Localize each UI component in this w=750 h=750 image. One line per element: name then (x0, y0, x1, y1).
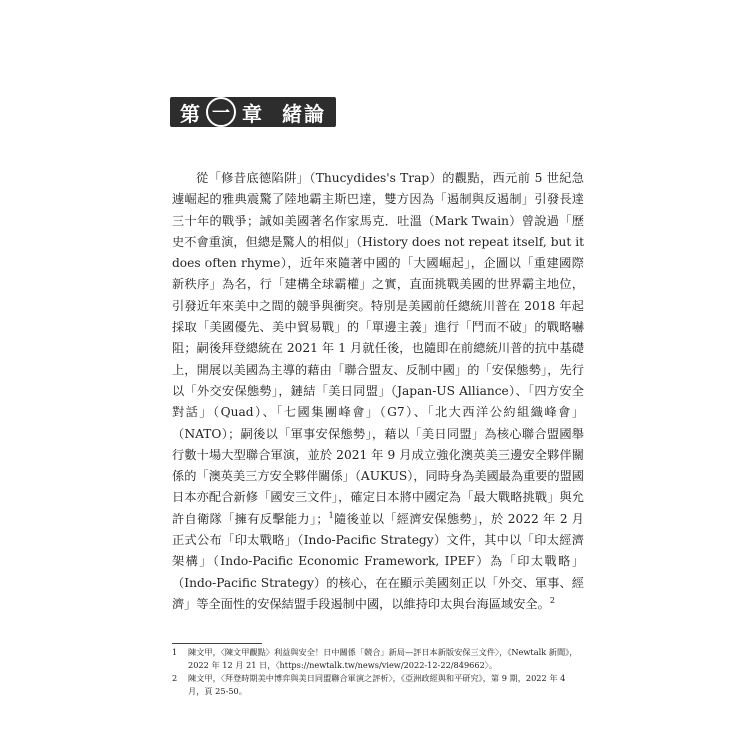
footnote-number: 1 (172, 647, 178, 657)
footnote-item (172, 646, 584, 672)
footnotes-list (172, 646, 584, 698)
chapter-title: 緒論 (282, 101, 326, 126)
footnote-ref-1[interactable]: 1 (328, 510, 334, 520)
chapter-number-circle (206, 97, 236, 127)
chapter-suffix: 章 (242, 101, 262, 126)
chapter-heading (170, 95, 336, 129)
footnote-number: 2 (172, 673, 178, 683)
footnote-divider (172, 643, 262, 644)
footnote-text: 陳文甲，〈拜登時期美中博弈與美日同盟聯合軍演之評析〉，《亞洲政經與和平研究》，第 9 期，2022 年 4 月，頁 25-50。 (188, 673, 566, 696)
footnote-text: 陳文甲，〈陳文甲觀點〉利益與安全！日中關係「競合」新局—評日本新版安保三文件〉，《Newtalk 新聞》，2022 年 12 月 21 日，〈https://newtalk.tw/news/view/2022-12-22/849662〉。 (188, 647, 578, 670)
body-text-part-2: 隨後並以「經濟安保態勢」，於 2022 年 2 月正式公布「印太戰略」（Indo-Pacific Strategy）文件，其中以「印太經濟架構」（Indo-Pacific Economic Framework, IPEF）為「印太戰略」（Indo-Pacific Strategy）的核心，在在顯示美國刻正以「外交、軍事、經濟」等全面性的安保結盟手段遏制中國，以維持印太與台海區域安全。 (172, 511, 584, 611)
footnote-ref-2[interactable]: 2 (549, 595, 555, 605)
chapter-heading-pill (170, 97, 336, 127)
footnote-item (172, 672, 584, 698)
body-paragraph (172, 168, 584, 615)
chapter-number: 一 (212, 103, 230, 124)
chapter-prefix: 第 (180, 101, 200, 126)
body-text-part-1: 從「修昔底德陷阱」（Thucydides's Trap）的觀點，西元前 5 世紀急遽崛起的雅典震驚了陸地霸主斯巴達，雙方因為「遏制與反遏制」引發長達三十年的戰爭；誠如美國著名作家馬克．吐溫（Mark Twain）曾說過「歷史不會重演，但總是驚人的相似」（History does not repeat itself, but it does often rhyme），近年來隨著中國的「大國崛起」，企圖以「重建國際新秩序」為名，行「建構全球霸權」之實，直面挑戰美國的世界霸主地位，引發近年來美中之間的競爭與衝突。特別是美國前任總統川普在 2018 年起採取「美國優先、美中貿易戰」的「單邊主義」進行「鬥而不破」的戰略嚇阻；嗣後拜登總統在 2021 年 1 月就任後，也隨即在前總統川普的抗中基礎上，開展以美國為主導的藉由「聯合盟友、反制中國」的「安保態勢」，先行以「外交安保態勢」，鏈結「美日同盟」（Japan-US Alliance）、「四方安全對話」（Quad）、「七國集團峰會」（G7）、「北大西洋公約組織峰會」（NATO）；嗣後以「軍事安保態勢」，藉以「美日同盟」為核心聯合盟國舉行數十場大型聯合軍演，並於 2021 年 9 月成立強化澳英美三邊安全夥伴關係的「澳英美三方安全夥伴關係」（AUKUS），同時身為美國最為重要的盟國日本亦配合新修「國安三文件」，確定日本將中國定為「最大戰略挑戰」與允許自衛隊「擁有反擊能力」； (172, 171, 584, 526)
